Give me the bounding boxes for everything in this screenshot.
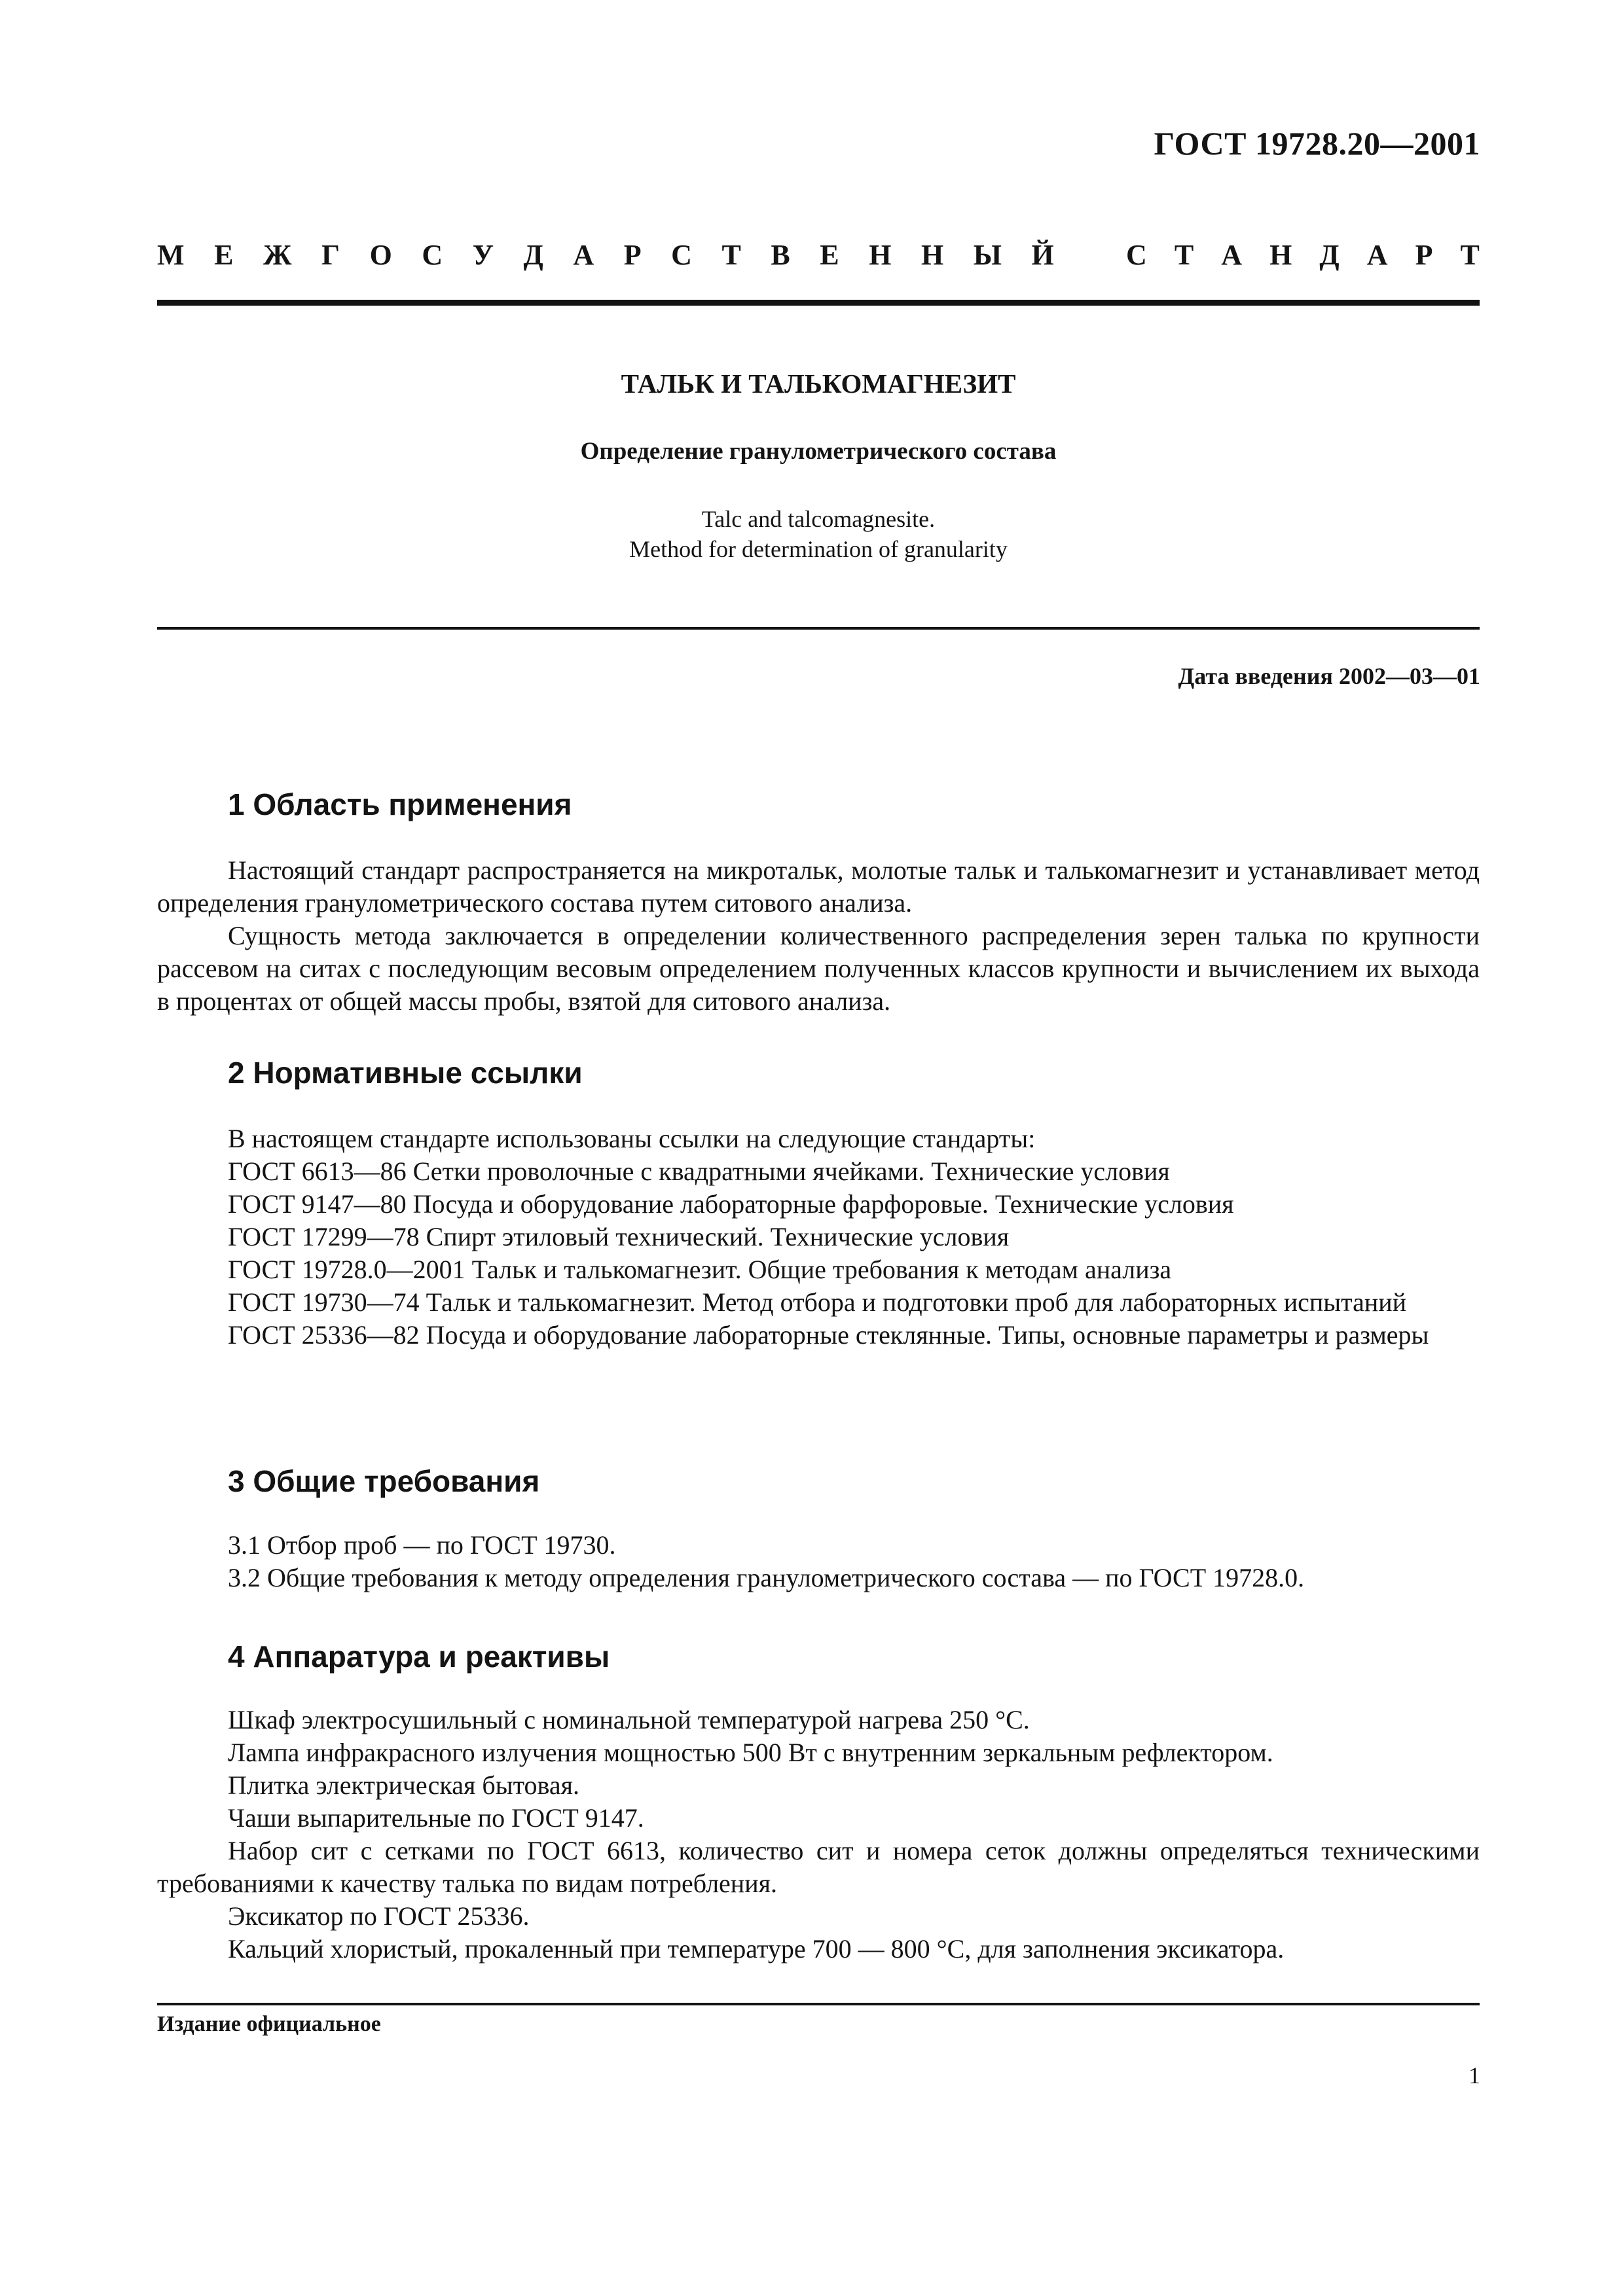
banner-letter: Р <box>623 239 642 271</box>
banner-word-standard <box>1126 238 1480 272</box>
document-title: ТАЛЬК И ТАЛЬКОМАГНЕЗИТ <box>621 368 1016 399</box>
footer-divider <box>157 2003 1480 2005</box>
banner-letter: Д <box>523 239 543 271</box>
section-heading-references: 2 Нормативные ссылки <box>228 1056 583 1090</box>
banner-letter: Т <box>1174 239 1194 271</box>
paragraph: Шкаф электросушильный с номинальной температурой нагрева 250 °С. <box>228 1705 1030 1734</box>
introduction-date: Дата введения 2002—03—01 <box>1178 663 1480 689</box>
banner-letter: Н <box>921 239 944 271</box>
official-edition-label: Издание официальное <box>157 2012 381 2036</box>
paragraph: В настоящем стандарте использованы ссылки на следующие стандарты: <box>228 1124 1036 1153</box>
page-number: 1 <box>1468 2062 1480 2089</box>
paragraph: Эксикатор по ГОСТ 25336. <box>228 1901 530 1931</box>
reference-item: ГОСТ 25336—82 Посуда и оборудование лабораторные стеклянные. Типы, основные параметры и размеры <box>228 1320 1429 1350</box>
banner-letter: Ж <box>263 239 292 271</box>
document-subtitle: Определение гранулометрического состава <box>580 438 1057 465</box>
english-title <box>157 504 1480 564</box>
section-heading-general-requirements: 3 Общие требования <box>228 1464 540 1498</box>
gost-number: ГОСТ 19728.20—2001 <box>1154 125 1480 162</box>
interstate-standard-banner <box>157 238 1480 272</box>
banner-letter: А <box>1366 239 1388 271</box>
section-body-scope <box>157 854 1480 1018</box>
banner-letter: Д <box>1319 239 1340 271</box>
banner-letter: Т <box>721 239 741 271</box>
paragraph: 3.1 Отбор проб — по ГОСТ 19730. <box>228 1530 616 1560</box>
banner-letter: А <box>1221 239 1243 271</box>
banner-letter: У <box>472 239 494 271</box>
english-title-line-2: Method for determination of granularity <box>629 536 1008 562</box>
paragraph: Чаши выпарительные по ГОСТ 9147. <box>228 1803 644 1833</box>
banner-letter: Й <box>1031 239 1054 271</box>
section-body-general-requirements <box>157 1529 1480 1594</box>
reference-item: ГОСТ 17299—78 Спирт этиловый технический. Технические условия <box>228 1222 1010 1251</box>
banner-letter: А <box>573 239 594 271</box>
banner-letter: Т <box>1460 239 1480 271</box>
banner-letter: Г <box>321 239 340 271</box>
reference-item: ГОСТ 9147—80 Посуда и оборудование лабораторные фарфоровые. Технические условия <box>228 1189 1234 1219</box>
section-heading-apparatus: 4 Аппаратура и реактивы <box>228 1640 610 1674</box>
title-divider <box>157 627 1480 630</box>
banner-letter: Н <box>1269 239 1292 271</box>
paragraph: Лампа инфракрасного излучения мощностью 500 Вт с внутренним зеркальным рефлектором. <box>228 1738 1273 1767</box>
paragraph: 3.2 Общие требования к методу определения гранулометрического состава — по ГОСТ 19728.0. <box>228 1563 1305 1592</box>
banner-letter: О <box>369 239 392 271</box>
reference-item: ГОСТ 19728.0—2001 Тальк и талькомагнезит. Общие требования к методам анализа <box>228 1255 1172 1284</box>
reference-item: ГОСТ 6613—86 Сетки проволочные с квадратными ячейками. Технические условия <box>228 1157 1170 1186</box>
header-divider <box>157 300 1480 306</box>
english-title-line-1: Talc and talcomagnesite. <box>701 506 936 532</box>
banner-letter: С <box>1126 239 1147 271</box>
banner-letter: Е <box>214 239 234 271</box>
paragraph: Сущность метода заключается в определении количественного распределения зерен талька по крупности рассевом на ситах с последующим весовым определением полученных классов крупности и вычислением их выхода в процентах от общей массы пробы, взятой для ситового анализа. <box>157 921 1480 1016</box>
banner-letter: В <box>771 239 790 271</box>
reference-item: ГОСТ 19730—74 Тальк и талькомагнезит. Метод отбора и подготовки проб для лабораторных испытаний <box>228 1287 1407 1317</box>
banner-letter: С <box>671 239 692 271</box>
banner-letter: Р <box>1415 239 1433 271</box>
paragraph: Кальций хлористый, прокаленный при температуре 700 — 800 °С, для заполнения эксикатора. <box>228 1934 1285 1964</box>
banner-letter: Ы <box>973 239 1002 271</box>
paragraph: Плитка электрическая бытовая. <box>228 1770 580 1800</box>
paragraph: Набор сит с сетками по ГОСТ 6613, количество сит и номера сеток должны определяться техническими требованиями к качеству талька по видам потребления. <box>157 1836 1480 1898</box>
banner-letter: Е <box>820 239 839 271</box>
section-heading-scope: 1 Область применения <box>228 787 572 821</box>
section-body-apparatus <box>157 1704 1480 1965</box>
banner-letter: Н <box>869 239 892 271</box>
banner-letter: М <box>157 239 185 271</box>
section-body-references <box>157 1122 1480 1352</box>
banner-word-interstate <box>157 238 1054 272</box>
paragraph: Настоящий стандарт распространяется на микротальк, молотые тальк и талькомагнезит и устанавливает метод определения гранулометрического состава путем ситового анализа. <box>157 855 1480 918</box>
banner-letter: С <box>422 239 443 271</box>
